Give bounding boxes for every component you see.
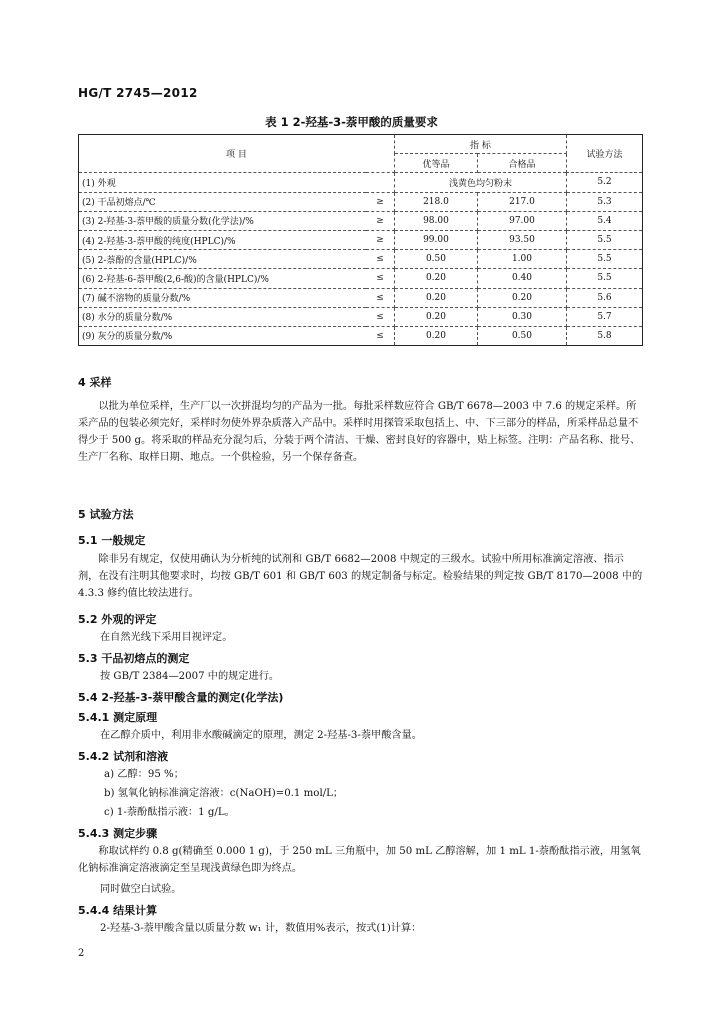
row-method: 5.8 xyxy=(566,326,642,345)
row-superior: 218.0 xyxy=(394,192,477,211)
table-row xyxy=(79,307,643,326)
section-5-4-1-heading: 5.4.1 测定原理 xyxy=(78,711,158,724)
row-method: 5.5 xyxy=(566,269,642,288)
row-method: 5.5 xyxy=(566,250,642,269)
row-item: (4) 2-羟基-3-萘甲酸的纯度(HPLC)/% xyxy=(79,230,367,249)
row-qualified: 1.00 xyxy=(478,250,567,269)
row-superior: 0.20 xyxy=(394,269,477,288)
row-qualified: 0.40 xyxy=(478,269,567,288)
row-compare xyxy=(366,173,394,192)
row-method: 5.3 xyxy=(566,192,642,211)
section-5-4-3-paragraph-2: 同时做空白试验。 xyxy=(100,884,182,895)
section-5-2-paragraph: 在自然光线下采用目视评定。 xyxy=(100,632,233,643)
section-5-3-heading: 5.3 干品初熔点的测定 xyxy=(78,652,190,665)
row-item: (5) 2-萘酚的含量(HPLC)/% xyxy=(79,250,367,269)
row-method: 5.2 xyxy=(566,173,642,192)
table-row xyxy=(79,250,643,269)
row-qualified: 0.30 xyxy=(478,307,567,326)
table-row xyxy=(79,326,643,345)
table-row xyxy=(79,173,643,192)
section-5-4-2-heading: 5.4.2 试剂和溶液 xyxy=(78,750,169,763)
table-caption: 表 1 2-羟基-3-萘甲酸的质量要求 xyxy=(265,115,438,129)
row-method: 5.7 xyxy=(566,307,642,326)
section-5-4-3-paragraph: 称取试样约 0.8 g(精确至 0.000 1 g)，于 250 mL 三角瓶中，加 50 mL 乙醇溶解，加 1 mL 1-萘酚酞指示液，用氢氧化钠标准滴定溶液滴定至呈现浅黄绿色即为终点。 xyxy=(78,846,641,874)
section-5-4-3-heading: 5.4.3 测定步骤 xyxy=(78,827,158,840)
table-row xyxy=(79,192,643,211)
standard-code: HG/T 2745—2012 xyxy=(78,86,198,100)
reagent-item-a: a) 乙醇：95 %； xyxy=(104,769,184,780)
row-item: (1) 外观 xyxy=(79,173,367,192)
row-compare: ≤ xyxy=(366,288,394,307)
page-number: 2 xyxy=(78,948,85,959)
row-superior: 98.00 xyxy=(394,211,477,230)
row-superior: 0.20 xyxy=(394,326,477,345)
row-qualified: 0.20 xyxy=(478,288,567,307)
section-4-paragraph: 以批为单位采样，生产厂以一次拼混均匀的产品为一批。每批采样数应符合 GB/T 6678—2003 中 7.6 的规定采样。所采产品的包装必须完好，采样时勿使外界杂质落入产品中。采样时用探管采取包括上、中、下三部分的样品，所采样品总量不得少于 500 g。将采取的样品充分混匀后，分装于两个清洁、干燥、密封良好的容器中，贴上标签。注明：产品名称、批号、生产厂名称、取样日期、地点。一个供检验，另一个保存备查。 xyxy=(78,401,641,463)
row-compare: ≤ xyxy=(366,307,394,326)
row-compare: ≤ xyxy=(366,326,394,345)
section-5-4-4-paragraph: 2-羟基-3-萘甲酸含量以质量分数 w₁ 计，数值用%表示，按式(1)计算： xyxy=(100,923,422,934)
row-qualified: 97.00 xyxy=(478,211,567,230)
quality-requirements-table xyxy=(78,134,643,346)
row-method: 5.5 xyxy=(566,230,642,249)
row-qualified: 93.50 xyxy=(478,230,567,249)
row-superior: 0.20 xyxy=(394,307,477,326)
section-5-4-1-paragraph: 在乙醇介质中，利用非水酸碱滴定的原理，测定 2-羟基-3-萘甲酸含量。 xyxy=(100,730,422,741)
row-compare: ≥ xyxy=(366,230,394,249)
section-5-heading: 5 试验方法 xyxy=(78,508,134,521)
row-item: (6) 2-羟基-6-萘甲酸(2,6-酸)的含量(HPLC)/% xyxy=(79,269,367,288)
section-5-1-heading: 5.1 一般规定 xyxy=(78,534,146,547)
section-5-4-heading: 5.4 2-羟基-3-萘甲酸含量的测定(化学法) xyxy=(78,691,284,704)
row-compare: ≥ xyxy=(366,192,394,211)
row-item: (8) 水分的质量分数/% xyxy=(79,307,367,326)
row-qualified: 217.0 xyxy=(478,192,567,211)
row-method: 5.6 xyxy=(566,288,642,307)
section-5-2-heading: 5.2 外观的评定 xyxy=(78,613,157,626)
section-5-4-4-heading: 5.4.4 结果计算 xyxy=(78,904,158,917)
row-superior: 99.00 xyxy=(394,230,477,249)
table-row xyxy=(79,211,643,230)
row-superior: 0.20 xyxy=(394,288,477,307)
reagent-item-b: b) 氢氧化钠标准滴定溶液：c(NaOH)=0.1 mol/L； xyxy=(104,788,344,799)
row-item: (9) 灰分的质量分数/% xyxy=(79,326,367,345)
row-item: (7) 碱不溶物的质量分数/% xyxy=(79,288,367,307)
header-index: 指 标 xyxy=(394,135,566,154)
header-method: 试验方法 xyxy=(566,135,642,173)
reagent-item-c: c) 1-萘酚酞指示液：1 g/L。 xyxy=(104,807,235,818)
row-compare: ≤ xyxy=(366,269,394,288)
header-superior: 优等品 xyxy=(394,154,477,173)
section-4-heading: 4 采样 xyxy=(78,376,112,389)
section-5-3-paragraph: 按 GB/T 2384—2007 中的规定进行。 xyxy=(100,671,280,682)
section-5-1-paragraph: 除非另有规定，仅使用确认为分析纯的试剂和 GB/T 6682—2008 中规定的三级水。试验中所用标准滴定溶液、指示剂，在没有注明其他要求时，均按 GB/T 601 和 GB/T 603 的规定制备与标定。检验结果的判定按 GB/T 8170—2008 中的 4.3.3 修约值比较法进行。 xyxy=(78,554,643,599)
row-qualified: 0.50 xyxy=(478,326,567,345)
row-merged-value: 浅黄色均匀粉末 xyxy=(394,173,566,192)
row-method: 5.4 xyxy=(566,211,642,230)
row-superior: 0.50 xyxy=(394,250,477,269)
header-qualified: 合格品 xyxy=(478,154,567,173)
row-item: (3) 2-羟基-3-萘甲酸的质量分数(化学法)/% xyxy=(79,211,367,230)
row-compare: ≤ xyxy=(366,250,394,269)
table-row xyxy=(79,230,643,249)
row-item: (2) 干品初熔点/℃ xyxy=(79,192,367,211)
table-row xyxy=(79,288,643,307)
row-compare: ≥ xyxy=(366,211,394,230)
table-row xyxy=(79,269,643,288)
header-item: 项 目 xyxy=(79,135,395,173)
